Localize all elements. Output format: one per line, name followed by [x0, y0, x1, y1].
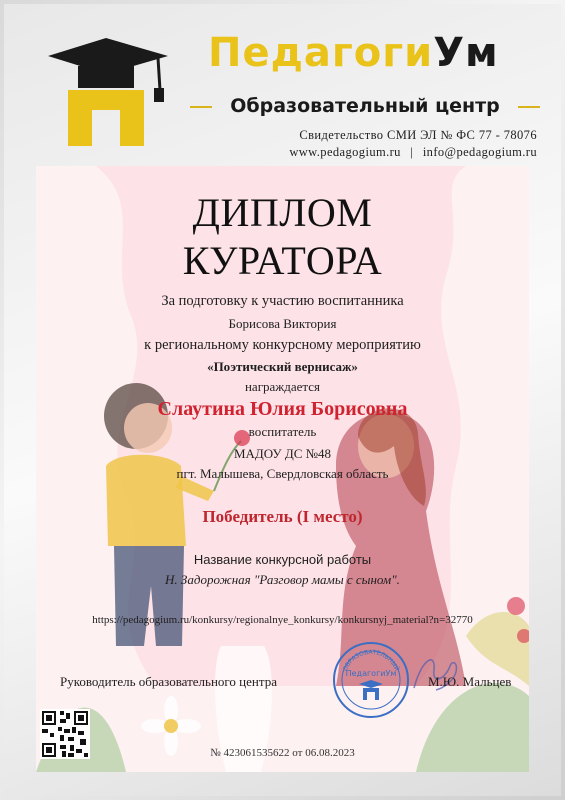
seal-top-text: ОБРАЗОВАТЕЛЬНЫЙ	[341, 648, 401, 673]
diploma-title-line1: ДИПЛОМ	[192, 190, 373, 235]
diploma-card	[36, 166, 529, 772]
diploma-title-line2: КУРАТОРА	[182, 238, 383, 283]
divider-right	[518, 106, 540, 108]
award-text: Победитель (I место)	[202, 507, 363, 526]
brand-name: ПедагогиУм	[208, 30, 499, 76]
material-url[interactable]: https://pedagogium.ru/konkursy/regionalnye_konkursy/konkursnyj_material?n=32770	[92, 614, 473, 626]
work-label: Название конкурсной работы	[193, 552, 372, 567]
location-text: пгт. Малышева, Свердловская область	[176, 466, 389, 481]
document-number: № 423061535622 от 06.08.2023	[210, 747, 355, 759]
signer-name: М.Ю. Мальцев	[428, 674, 512, 689]
student-name: Борисова Виктория	[228, 316, 337, 331]
graduation-cap-logo-icon	[28, 38, 178, 148]
event-name: «Поэтический вернисаж»	[207, 359, 358, 374]
head-label: Руководитель образовательного центра	[60, 674, 277, 689]
contacts	[289, 145, 537, 160]
position-text: воспитатель	[248, 424, 317, 439]
organization-text: МАДОУ ДС №48	[233, 446, 332, 461]
subtitle: Образовательный центр	[230, 95, 500, 117]
subtitle-row	[190, 92, 540, 120]
for-text: За подготовку к участию воспитанника	[161, 293, 404, 309]
awarded-text: награждается	[244, 379, 321, 394]
recipient-name: Слаутина Юлия Борисовна	[157, 398, 408, 420]
signature-mark	[406, 648, 466, 698]
email-link[interactable]: info@pedagogium.ru	[422, 145, 537, 159]
event-text: к региональному конкурсному мероприятию	[144, 337, 421, 353]
contacts-separator: |	[410, 145, 414, 159]
official-seal-icon	[331, 640, 411, 720]
divider-left	[190, 106, 212, 108]
seal-brand-text: ПедагогиУм	[345, 669, 397, 678]
work-title: Н. Задорожная "Разговор мамы с сыном".	[165, 572, 400, 587]
website-link[interactable]: www.pedagogium.ru	[289, 145, 401, 159]
registration-text: Свидетельство СМИ ЭЛ № ФС 77 - 78076	[299, 128, 537, 142]
